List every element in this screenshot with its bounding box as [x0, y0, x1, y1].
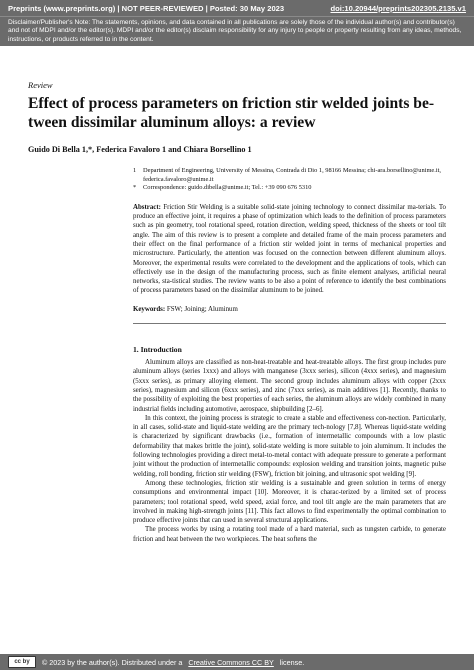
abstract-text: Friction Stir Welding is a suitable solid-state joining technology to connect dissimilar ma-terials. To produce an effective joint, it requires a phase of optimization which leads to the definition of process parameters such as pin geometry, tool rotational speed, rotation direction, welding speed, thickness of the sheets or tool tilt angle. The aim of this review is to present a complete and detailed frame of the main process parameters and their effect on the final performance of a friction stir welded joint in terms of mechanical properties and microstructure. Particularly, the attention was focused on the connection between different aluminum alloys. Moreover, the experimental results were correlated to the development and the applications of tools, which can effectively use in the design of the manufacturing process, such as finite element analyses, artificial neural networks, sta-tistical studies. The review wants to be also a point of reference to identify the best combinations of process parameters based on the dissimilar aluminum to be joined.	[133, 203, 446, 295]
paper-content	[28, 80, 446, 544]
keywords	[133, 305, 446, 314]
paragraph: Among these technologies, friction stir welding is a sustainable and green solution in terms of energy consumptions and environmental impact [10]. Moreover, it is charac-terized by a limited set of process parameters; tool rotational speed, weld speed, axial force, and tool tilt angle are the main parameters that are involved in making high-strength joints [11]. This fact allows to find experimentally the optimal combination to produce effective joints that can used in several structural applications.	[133, 479, 446, 525]
abstract-label: Abstract:	[133, 203, 161, 211]
license-link[interactable]: Creative Commons CC BY	[188, 657, 274, 667]
correspondence-text: Correspondence: guido.dibella@unime.it; Tel.: +39 090 676 5310	[143, 184, 312, 192]
paragraph: The process works by using a rotating tool made of a hard material, such as tungsten carbide, to generate friction and heat between the two workpieces. The heat softens the	[133, 526, 446, 543]
section-divider	[133, 323, 446, 324]
publisher-disclaimer: Disclaimer/Publisher's Note: The statements, opinions, and data contained in all publications are solely those of the individual author(s) and contributor(s) and not of MDPI and/or the editor(s). MDPI and/or the editor(s) disclaim responsibility for any injury to people or property resulting from any ideas, methods, instructions, or products referred to in the content.	[0, 16, 474, 46]
affiliation-mark: 1	[133, 167, 137, 174]
license-footer	[0, 654, 474, 670]
correspondence-item	[133, 184, 446, 193]
keywords-text: FSW; Joining; Aluminum	[166, 305, 238, 313]
license-suffix: license.	[279, 657, 305, 667]
section-heading: 1. Introduction	[133, 345, 182, 355]
doi-link[interactable]: doi:10.20944/preprints202305.2135.v1	[330, 3, 466, 13]
correspondence-mark: *	[133, 184, 137, 192]
paragraph: Aluminum alloys are classified as non-heat-treatable and heat-treatable alloys. The first group includes pure aluminum alloys (series 1xxx) and alloys with manganese (3xxx series), silicon (4xxx series), and magnesium (5xxx series), as primary alloying element. The second group includes aluminum alloys with copper (2xxx series), magnesium and silicon (6xxx series), and zinc (7xxx series), as main additives [1]. Recently, thanks to the possibility of exploiting the best properties of each series, the aluminum alloys are widely combined in many industrial fields including automotive, aerospace, shipbuilding [2–6].	[133, 359, 446, 413]
author-list: Guido Di Bella 1,*, Federica Favaloro 1 and Chiara Borsellino 1	[28, 145, 252, 154]
paragraph: In this context, the joining process is strategic to create a stable and effectiveness con-nection. Particularly, in all cases, solid-state and liquid-state welding are the primary tech-nology [7,8]. Whereas liquid-state welding is characterized by significant drawbacks (i.e., formation of intermetallic compounds with a low plastic deformability that makes brittle the joint), solid-state welding is more suitable to join aluminum. It includes the following technologies providing a direct metal-to-metal contact with adequate pressure to generate a performant joint without the production of intermetallic compounds: explosion welding and transition joints, magnetic pulse welding, roll bonding, friction stir welding (FSW), friction bit joining, and ultrasonic spot welding [9].	[133, 414, 446, 478]
introduction-body	[133, 358, 446, 544]
affiliations	[133, 167, 446, 193]
abstract	[133, 203, 446, 296]
copyright-text: © 2023 by the author(s). Distributed under a	[42, 657, 183, 667]
article-category: Review	[28, 80, 53, 90]
preprint-header-bar	[0, 0, 474, 16]
paper-title: Effect of process parameters on friction stir welded joints be-tween dissimilar aluminum alloys: a review	[28, 95, 435, 131]
preprint-status: Preprints (www.preprints.org) | NOT PEER-REVIEWED | Posted: 30 May 2023	[8, 3, 285, 13]
cc-license-icon: cc by	[8, 656, 36, 668]
affiliation-item	[133, 167, 446, 184]
keywords-label: Keywords:	[133, 305, 166, 313]
affiliation-text: Department of Engineering, University of Messina, Contrada di Dio 1, 98166 Messina; chi-ara.borsellino@unime.it, federica.favaloro@unime.it	[143, 167, 442, 183]
